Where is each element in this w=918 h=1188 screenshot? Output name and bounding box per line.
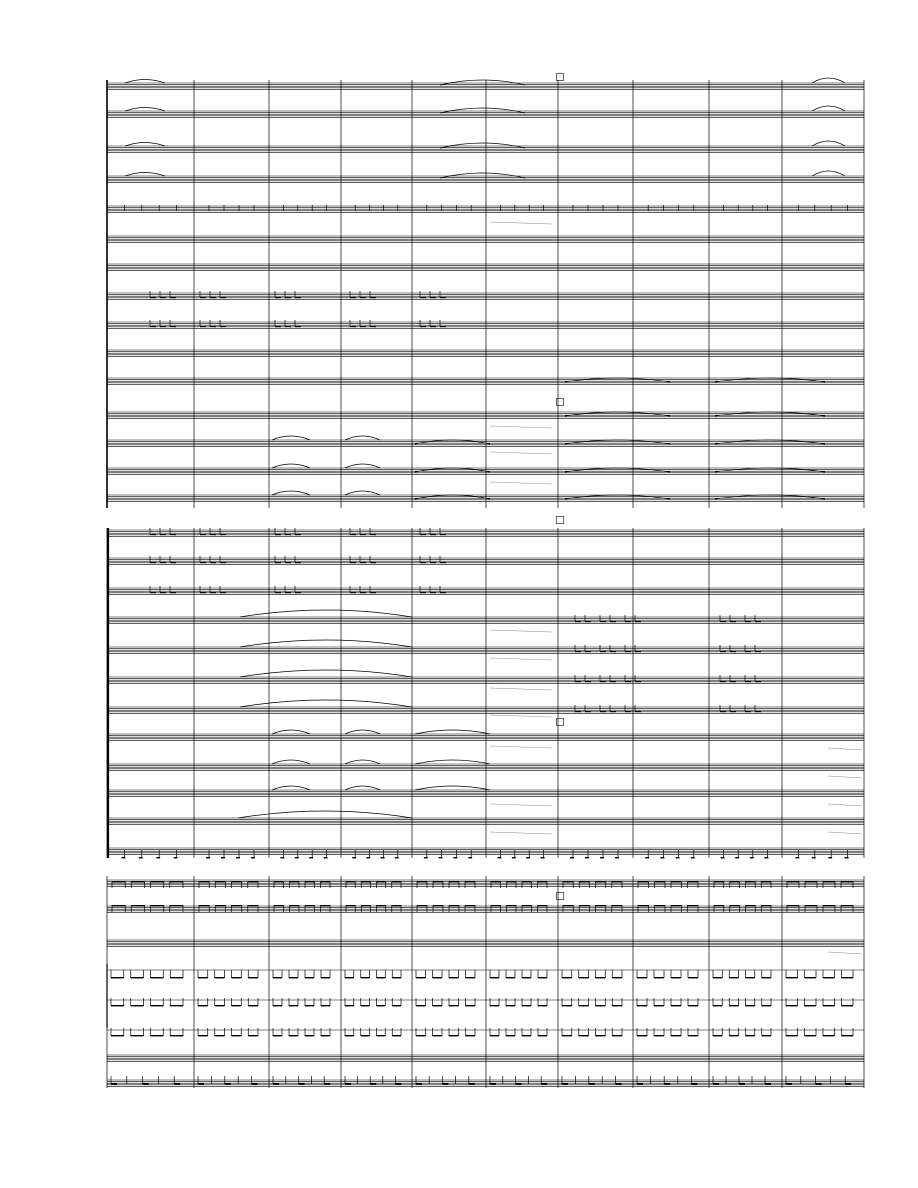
hairpin xyxy=(490,832,552,834)
slur xyxy=(440,108,525,113)
note-head xyxy=(512,857,516,858)
rehearsal-box xyxy=(557,719,564,726)
note-head xyxy=(570,857,574,858)
hairpin xyxy=(828,952,862,954)
staff xyxy=(107,906,864,912)
note-head xyxy=(721,857,725,858)
staff xyxy=(107,530,864,536)
notation-marks xyxy=(111,205,853,1084)
hairpin xyxy=(490,222,552,224)
note-head xyxy=(206,857,210,858)
staff xyxy=(107,617,864,623)
slur xyxy=(812,141,845,146)
slur xyxy=(440,80,525,85)
note-head xyxy=(221,857,225,858)
hairpin xyxy=(490,715,552,717)
staff xyxy=(107,790,864,796)
beamed-group xyxy=(111,1028,853,1036)
hairpin xyxy=(490,426,552,428)
barlines xyxy=(107,80,864,1088)
hairpin xyxy=(490,658,552,660)
slur xyxy=(125,80,165,84)
note-head xyxy=(251,857,255,858)
rehearsal-box xyxy=(557,893,564,900)
staff xyxy=(107,1080,864,1086)
rehearsal-box xyxy=(557,517,564,524)
staff xyxy=(107,206,864,212)
slur xyxy=(812,106,845,111)
note-head xyxy=(735,857,739,858)
slur xyxy=(125,108,165,112)
slur xyxy=(238,811,412,818)
slur xyxy=(272,786,310,790)
note-head xyxy=(845,857,849,858)
slur xyxy=(415,730,490,734)
beamed-group xyxy=(111,970,853,978)
note-head xyxy=(139,857,143,858)
staff xyxy=(107,378,864,384)
slur xyxy=(415,760,490,764)
note-head xyxy=(424,857,428,858)
note-head xyxy=(541,857,545,858)
hairpin xyxy=(828,748,862,750)
slur xyxy=(345,491,380,495)
staff xyxy=(107,848,864,854)
staff xyxy=(107,880,864,886)
note-head xyxy=(381,857,385,858)
slur xyxy=(345,786,380,790)
hairpin xyxy=(828,832,862,834)
slur xyxy=(272,464,310,468)
slur xyxy=(125,173,165,177)
note-head xyxy=(585,857,589,858)
hairpin xyxy=(490,482,552,484)
note-head xyxy=(453,857,457,858)
note-head xyxy=(795,857,799,858)
staff xyxy=(107,293,864,299)
staff xyxy=(107,264,864,270)
note-head xyxy=(526,857,530,858)
note-head xyxy=(295,857,299,858)
beamed-group xyxy=(111,998,853,1006)
hairpin xyxy=(490,688,552,690)
note-head xyxy=(615,857,619,858)
slur xyxy=(345,760,380,764)
note-head xyxy=(324,857,328,858)
staff xyxy=(107,350,864,356)
hairpin xyxy=(490,452,552,454)
note-head xyxy=(352,857,356,858)
staff-lines xyxy=(107,83,864,1086)
slur xyxy=(415,786,490,790)
slur xyxy=(272,760,310,764)
note-head xyxy=(174,857,178,858)
note-head xyxy=(156,857,160,858)
note-head xyxy=(691,857,695,858)
note-head xyxy=(676,857,680,858)
note-head xyxy=(468,857,472,858)
note-head xyxy=(439,857,443,858)
staff xyxy=(107,818,864,824)
note-head xyxy=(645,857,649,858)
staff xyxy=(107,677,864,683)
note-head xyxy=(812,857,816,858)
slur xyxy=(240,670,412,677)
slur xyxy=(345,436,380,440)
note-head xyxy=(236,857,240,858)
note-head xyxy=(764,857,768,858)
rehearsal-marks xyxy=(557,74,564,900)
staff xyxy=(107,83,864,89)
note-head xyxy=(600,857,604,858)
slur xyxy=(812,171,845,176)
rehearsal-box xyxy=(557,74,564,81)
hairpin xyxy=(828,776,862,778)
staff xyxy=(107,322,864,328)
note-head xyxy=(828,857,832,858)
note-head xyxy=(395,857,399,858)
hairpin xyxy=(490,630,552,632)
staff xyxy=(107,588,864,594)
note-head xyxy=(280,857,284,858)
note-head xyxy=(660,857,664,858)
staff xyxy=(107,1055,864,1061)
slur xyxy=(240,700,412,707)
staff xyxy=(107,236,864,242)
staff xyxy=(107,558,864,564)
slur xyxy=(125,143,165,147)
staff xyxy=(107,940,864,946)
slur xyxy=(240,640,412,647)
staff xyxy=(107,764,864,770)
slur xyxy=(272,730,310,734)
staff xyxy=(107,146,864,152)
hairpin xyxy=(828,804,862,806)
note-head xyxy=(309,857,313,858)
slur xyxy=(812,78,845,83)
hairpin xyxy=(490,804,552,806)
note-head xyxy=(497,857,501,858)
staff xyxy=(107,111,864,117)
staff xyxy=(107,176,864,182)
note-head xyxy=(121,857,125,858)
note-head xyxy=(366,857,370,858)
slur xyxy=(440,143,525,148)
slur xyxy=(440,173,525,178)
slur xyxy=(345,730,380,734)
staff xyxy=(107,412,864,418)
staff xyxy=(107,647,864,653)
note-head xyxy=(750,857,754,858)
staff xyxy=(107,707,864,713)
rehearsal-box xyxy=(557,399,564,406)
staff xyxy=(107,734,864,740)
slur xyxy=(272,491,310,495)
slur xyxy=(240,610,412,617)
hairpin xyxy=(490,746,552,748)
slur xyxy=(345,464,380,468)
slur xyxy=(272,436,310,440)
